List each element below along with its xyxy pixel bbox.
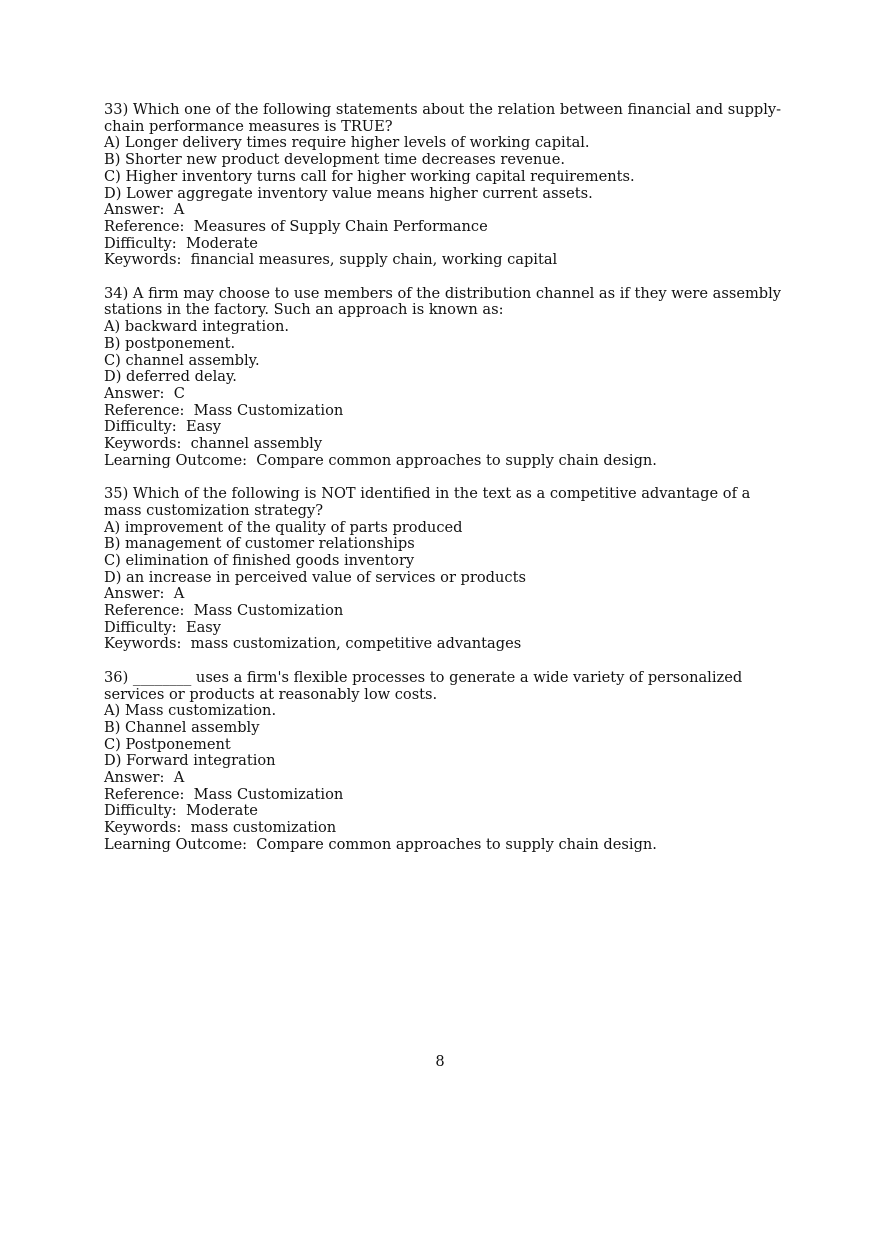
question-33 — [104, 102, 784, 269]
answer-line: Answer: C — [104, 384, 185, 402]
difficulty-line: Difficulty: Moderate — [104, 802, 258, 820]
reference-line: Reference: Measures of Supply Chain Performance — [104, 217, 488, 235]
answer-option: A) backward integration. — [104, 318, 290, 336]
difficulty-line: Difficulty: Moderate — [104, 234, 258, 252]
question-stem-line: mass customization strategy? — [104, 501, 324, 519]
question-stem-line: 34) A firm may choose to use members of the distribution channel as if they were assembly — [104, 284, 782, 302]
answer-option: C) channel assembly. — [104, 351, 260, 369]
keywords-line: Keywords: channel assembly — [104, 435, 323, 453]
answer-option: A) Longer delivery times require higher levels of working capital. — [104, 134, 590, 152]
answer-option: D) deferred delay. — [104, 368, 237, 386]
question-35 — [104, 486, 784, 653]
keywords-line: Keywords: financial measures, supply chain, working capital — [104, 251, 558, 269]
question-stem-line: services or products at reasonably low costs. — [104, 685, 438, 703]
answer-option: B) management of customer relationships — [104, 535, 415, 553]
question-stem-line: 36) ________ uses a firm's flexible processes to generate a wide variety of personalized — [104, 668, 743, 686]
answer-option: C) Higher inventory turns call for higher working capital requirements. — [104, 167, 635, 185]
answer-option: B) postponement. — [104, 334, 236, 352]
answer-option: C) Postponement — [104, 735, 231, 753]
reference-line: Reference: Mass Customization — [104, 785, 344, 803]
answer-option: D) Forward integration — [104, 752, 276, 770]
answer-option: D) Lower aggregate inventory value means higher current assets. — [104, 184, 593, 202]
answer-option: D) an increase in perceived value of services or products — [104, 568, 526, 586]
question-stem-line: stations in the factory. Such an approach is known as: — [104, 301, 504, 319]
learning-outcome-line: Learning Outcome: Compare common approaches to supply chain design. — [104, 451, 657, 469]
question-36 — [104, 670, 784, 854]
answer-line: Answer: A — [104, 585, 185, 603]
document-page — [104, 102, 784, 870]
question-stem-line: 35) Which of the following is NOT identified in the text as a competitive advantage of a — [104, 485, 751, 503]
answer-option: A) Mass customization. — [104, 702, 277, 720]
keywords-line: Keywords: mass customization — [104, 819, 337, 837]
answer-option: C) elimination of finished goods inventory — [104, 551, 415, 569]
answer-line: Answer: A — [104, 769, 185, 787]
difficulty-line: Difficulty: Easy — [104, 618, 222, 636]
answer-option: A) improvement of the quality of parts produced — [104, 518, 463, 536]
answer-line: Answer: A — [104, 201, 185, 219]
answer-option: B) Shorter new product development time decreases revenue. — [104, 151, 565, 169]
reference-line: Reference: Mass Customization — [104, 401, 344, 419]
keywords-line: Keywords: mass customization, competitive advantages — [104, 635, 522, 653]
answer-option: B) Channel assembly — [104, 718, 260, 736]
difficulty-line: Difficulty: Easy — [104, 418, 222, 436]
question-stem-line: chain performance measures is TRUE? — [104, 117, 393, 135]
question-34 — [104, 286, 784, 470]
page-number: 8 — [435, 1053, 445, 1070]
learning-outcome-line: Learning Outcome: Compare common approaches to supply chain design. — [104, 835, 657, 853]
reference-line: Reference: Mass Customization — [104, 602, 344, 620]
question-stem-line: 33) Which one of the following statements about the relation between financial and supply- — [104, 101, 782, 118]
